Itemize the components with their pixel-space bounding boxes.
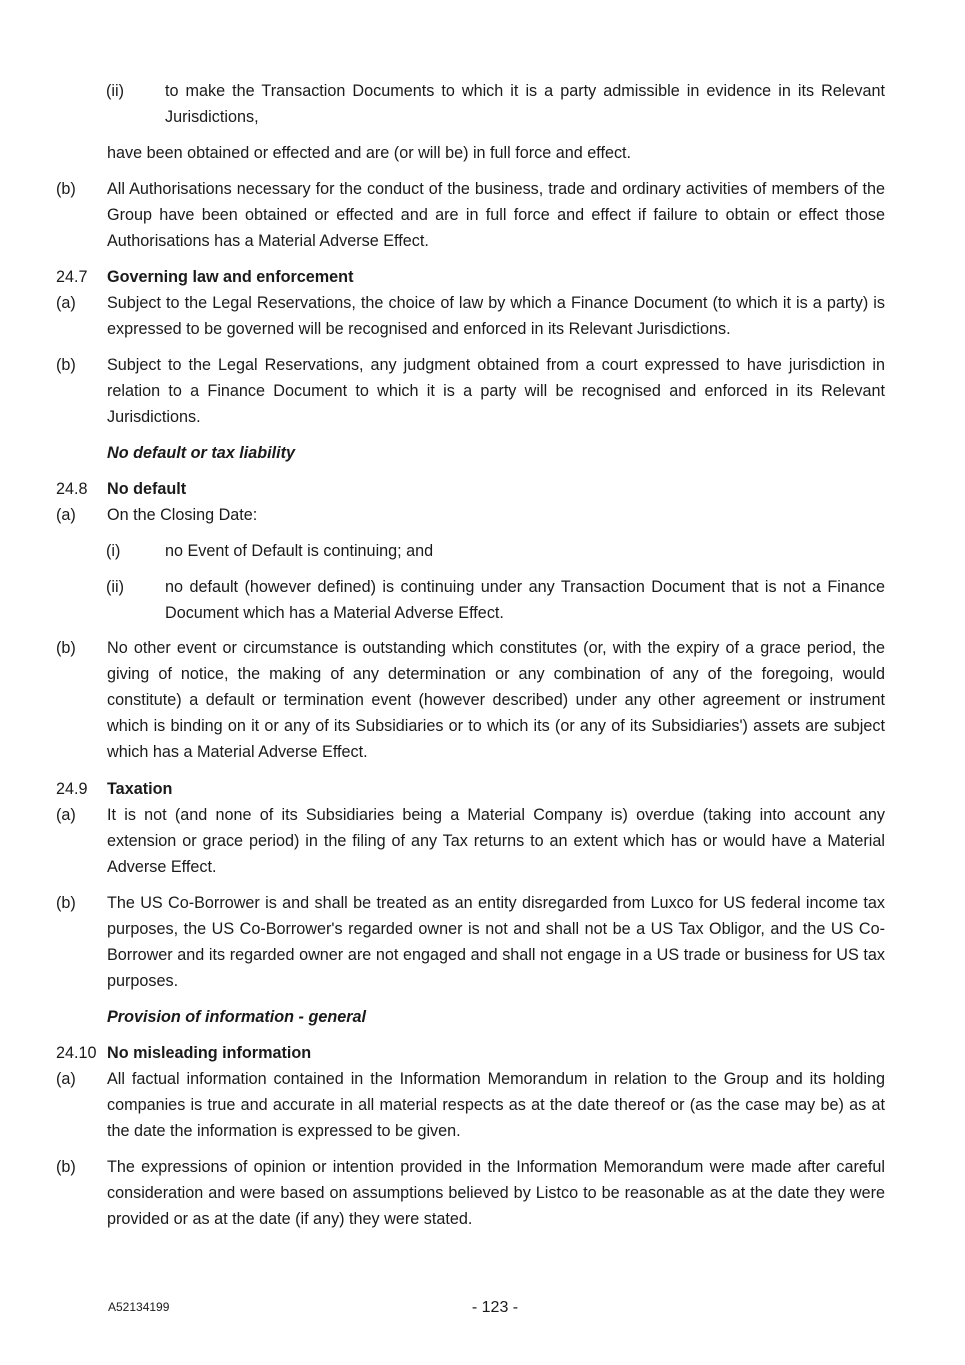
item-text: no default (however defined) is continuing under any Transaction Document that is not a Finance Document which has a Material Adverse Effect. [165, 578, 885, 622]
group-heading: No default or tax liability [107, 444, 295, 462]
section-title: Governing law and enforcement [107, 268, 354, 286]
item-text: no Event of Default is continuing; and [165, 542, 434, 560]
item-label: (ii) [106, 578, 124, 596]
continuation-text: have been obtained or effected and are (or will be) in full force and effect. [107, 144, 632, 162]
section-number: 24.8 [56, 480, 88, 498]
document-reference: A52134199 [108, 1300, 170, 1314]
page-number: - 123 - [471, 1299, 519, 1316]
item-label: (a) [56, 806, 76, 824]
section-title: No default [107, 480, 187, 498]
item-text: It is not (and none of its Subsidiaries being a Material Company is) overdue (taking into account any extension or grace period) in the filing of any Tax returns to an extent which has or would have a Material Adverse Effect. [107, 806, 885, 876]
section-title: No misleading information [107, 1044, 312, 1062]
item-label: (b) [56, 894, 76, 912]
item-label: (a) [56, 506, 76, 524]
item-label: (b) [56, 356, 76, 374]
section-number: 24.10 [56, 1044, 97, 1062]
item-text: Subject to the Legal Reservations, the choice of law by which a Finance Document (to which it is a party) is expressed to be governed will be recognised and enforced in its Relevant Jurisdictions. [107, 294, 885, 338]
item-text: All Authorisations necessary for the conduct of the business, trade and ordinary activities of members of the Group have been obtained or effected and are in full force and effect if failure to obtain or effect those Authorisations has a Material Adverse Effect. [107, 180, 885, 250]
item-text: The expressions of opinion or intention provided in the Information Memorandum were made after careful consideration and were based on assumptions believed by Listco to be reasonable as at the date they were provided or as at the date (if any) they were stated. [107, 1158, 885, 1228]
item-label: (b) [56, 180, 76, 198]
item-text: The US Co-Borrower is and shall be treated as an entity disregarded from Luxco for US federal income tax purposes, the US Co-Borrower's regarded owner is not and shall not be a US Tax Obligor, and the US Co-Borrower and its regarded owner are not engaged and shall not engage in a US trade or business for US tax purposes. [107, 894, 885, 990]
item-text: No other event or circumstance is outstanding which constitutes (or, with the expiry of a grace period, the giving of notice, the making of any determination or any combination of any of the foregoing, would constitute) a default or termination event (however described) under any other agreement or instrument which is binding on it or any of its Subsidiaries or to which its (or any of its Subsidiaries') assets are subject which has a Material Adverse Effect. [107, 639, 885, 761]
item-text: All factual information contained in the Information Memorandum in relation to the Group and its holding companies is true and accurate in all material respects as at the date thereof or (as the case may be) as at the date the information is expressed to be given. [107, 1070, 885, 1140]
item-text: On the Closing Date: [107, 506, 258, 524]
section-title: Taxation [107, 780, 173, 798]
item-label: (ii) [106, 82, 124, 100]
item-label: (a) [56, 1070, 76, 1088]
item-label: (a) [56, 294, 76, 312]
group-heading: Provision of information - general [107, 1008, 367, 1026]
item-text: to make the Transaction Documents to which it is a party admissible in evidence in its Relevant Jurisdictions, [165, 82, 885, 126]
item-text: Subject to the Legal Reservations, any judgment obtained from a court expressed to have jurisdiction in relation to a Finance Document to which it is a party will be recognised and enforced in its Relevant Jurisdictions. [107, 356, 885, 426]
item-label: (b) [56, 1158, 76, 1176]
section-number: 24.7 [56, 268, 88, 286]
item-label: (b) [56, 639, 76, 657]
section-number: 24.9 [56, 780, 88, 798]
item-label: (i) [106, 542, 121, 560]
